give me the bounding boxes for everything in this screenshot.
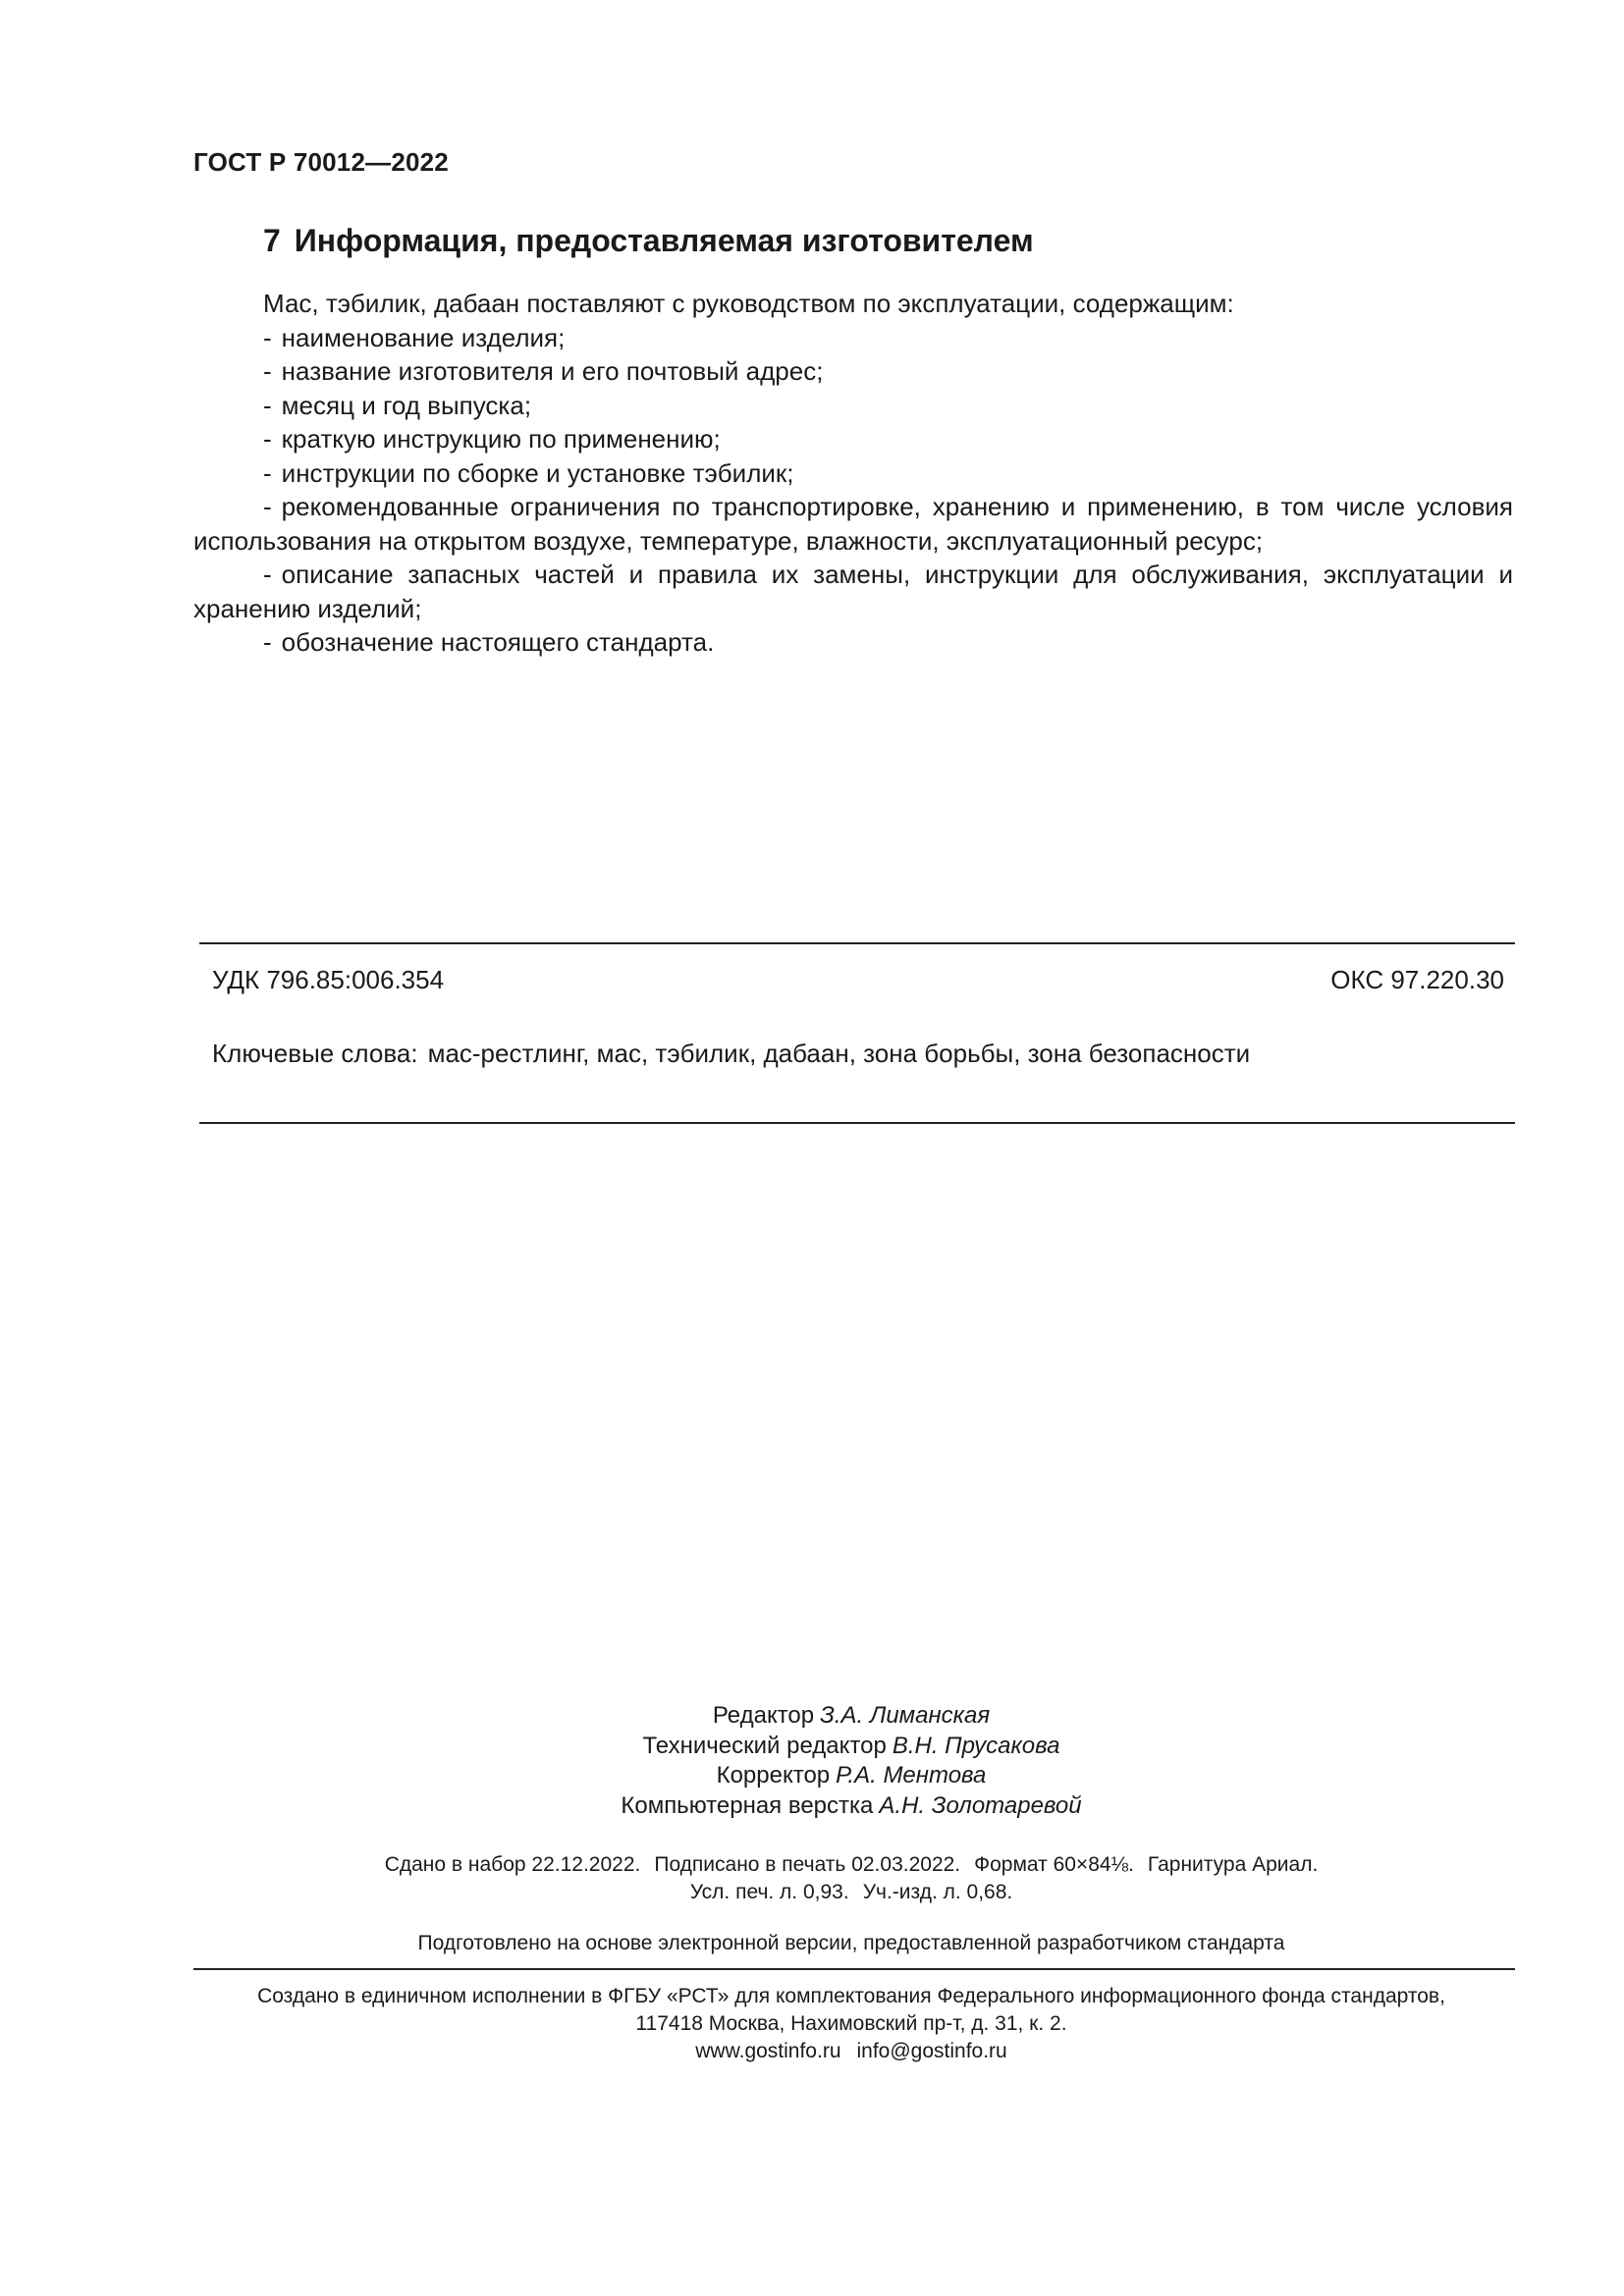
credit-line [0,1701,1624,1732]
imprint-block [0,1851,1624,1906]
list-item [193,389,1513,423]
section-body [193,287,1513,660]
list-dash: - [263,322,272,352]
email-link[interactable]: info@gostinfo.ru [856,2040,1007,2062]
list-dash: - [263,356,272,386]
credit-person: В.Н. Прусакова [892,1732,1060,1759]
publisher-block [0,1983,1624,2065]
imprint-signed-date: Подписано в печать 02.03.2022. [654,1853,961,1876]
credit-role: Редактор [712,1702,815,1729]
imprint-set-date: Сдано в набор 22.12.2022. [384,1853,641,1876]
prepared-note: Подготовлено на основе электронной версии, предоставленной разработчиком стандарта [417,1932,1285,1954]
divider-bottom [199,1122,1515,1124]
list-item-text: краткую инструкцию по применению; [281,424,721,454]
list-item-text: наименование изделия; [281,322,566,352]
list-item [193,456,1513,491]
list-dash: - [263,560,272,589]
credit-role: Корректор [716,1762,831,1789]
list-item [193,558,1513,625]
list-item-text: инструкции по сборке и установке тэбилик; [281,457,794,488]
section-number: 7 [263,223,281,258]
list-item [193,422,1513,456]
list-item-text: описание запасных частей и правила их замены, инструкции для обслуживания, эксплуатации и хранению изделий; [193,560,1513,623]
list-item [193,490,1513,558]
list-item [193,321,1513,355]
imprint-pub-sheets: Уч.-изд. л. 0,68. [862,1881,1013,1903]
keywords-value: мас-рестлинг, мас, тэбилик, дабаан, зона борьбы, зона безопасности [427,1039,1251,1068]
list-item-text: название изготовителя и его почтовый адрес; [281,356,824,386]
imprint-format: Формат 60×84⅛. [974,1853,1134,1876]
publisher-address: 117418 Москва, Нахимовский пр-т, д. 31, к. 2. [635,2012,1067,2035]
list-dash: - [263,492,272,521]
credit-person: З.А. Лиманская [820,1702,991,1729]
list-dash: - [263,424,272,454]
imprint-print-sheets: Усл. печ. л. 0,93. [689,1881,849,1903]
credit-role: Компьютерная верстка [621,1791,874,1819]
publisher-contacts [0,2038,1624,2065]
imprint-line-1 [0,1851,1624,1879]
udk-code: УДК 796.85:006.354 [212,965,445,994]
list-item-text: рекомендованные ограничения по транспортировке, хранению и применению, в том числе условия использования на открытом воздухе, температуре, влажности, эксплуатационный ресурс; [193,492,1513,556]
imprint-typeface: Гарнитура Ариал. [1147,1853,1319,1876]
keywords-line [212,1039,1250,1069]
keywords-label: Ключевые слова: [212,1039,418,1068]
list-item-text: месяц и год выпуска; [281,390,532,420]
list-item [193,625,1513,660]
credit-person: Р.А. Ментова [836,1762,987,1789]
list-item [193,354,1513,389]
divider-top [199,942,1515,944]
list-dash: - [263,390,272,420]
credit-person: А.Н. Золотаревой [879,1791,1082,1819]
website-link[interactable]: www.gostinfo.ru [695,2040,841,2062]
oks-code: ОКС 97.220.30 [1330,965,1504,994]
list-dash: - [263,457,272,488]
credit-line [0,1761,1624,1791]
section-heading [263,223,1034,259]
list-dash: - [263,627,272,657]
credit-role: Технический редактор [642,1732,887,1759]
document-code: ГОСТ Р 70012—2022 [193,147,449,177]
list-item-text: обозначение настоящего стандарта. [281,627,715,657]
credits-block [0,1701,1624,1821]
divider-footer [193,1968,1515,1970]
credit-line [0,1732,1624,1762]
credit-line [0,1791,1624,1822]
imprint-line-2 [0,1879,1624,1906]
section-title: Информация, предоставляемая изготовителем [294,223,1034,258]
intro-paragraph: Мас, тэбилик, дабаан поставляют с руководством по эксплуатации, содержащим: [263,289,1234,318]
publisher-created-line: Создано в единичном исполнении в ФГБУ «РСТ» для комплектования Федерального информационного фонда стандартов, [257,1985,1445,2007]
